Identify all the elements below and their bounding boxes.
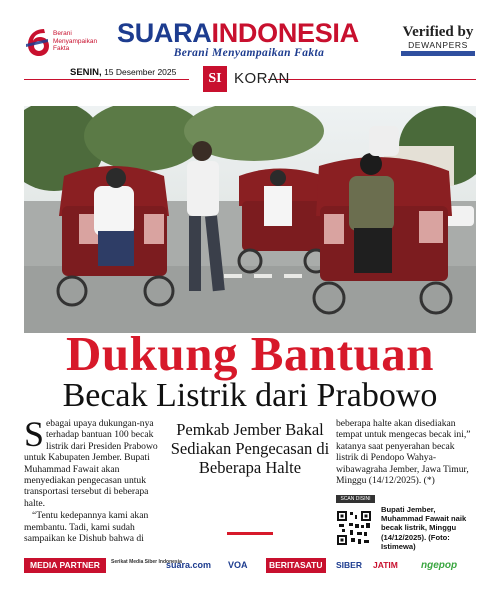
brand-part-2: INDONESIA bbox=[211, 18, 359, 48]
dateline-date: 15 Desember 2025 bbox=[104, 67, 177, 77]
verified-org: DEWANPERS bbox=[408, 40, 468, 50]
news-photo bbox=[24, 106, 476, 333]
partner-suara-logo: suara.com bbox=[166, 560, 212, 570]
headline: Dukung Bantuan bbox=[66, 326, 434, 381]
subheadline: Becak Listrik dari Prabowo bbox=[62, 377, 438, 414]
drop-cap: S bbox=[24, 414, 45, 454]
masthead-rule-right bbox=[268, 79, 476, 80]
partner-ngepop-logo: ngepop bbox=[421, 560, 458, 571]
logo-tagline: Berani Menyampaikan Fakta bbox=[53, 30, 98, 52]
photo-caption: Bupati Jember, Muhammad Fawait naik becak listrik, Minggu (14/12/2025). (Foto: Istimewa) bbox=[381, 505, 467, 551]
article-column-1 bbox=[24, 414, 164, 545]
masthead-rule-left bbox=[24, 79, 189, 80]
paragraph-1-text: ebagai upaya dukungan-nya terhadap bantuan 100 becak listrik dari Presiden Prabowo untuk Kabupaten Jember. Bupati Muhammad Fawait akan menyediakan pengecasan untuk transportasi tersebut di beberapa halte. bbox=[24, 418, 158, 509]
suara-indonesia-6-logo bbox=[24, 26, 52, 58]
deck-text: Pemkab Jember Bakal Sediakan Pengecasan di Beberapa Halte bbox=[170, 420, 330, 477]
verification-strip bbox=[401, 51, 475, 56]
partner-smsi-logo: Serikat Media Siber Indonesia bbox=[111, 559, 182, 565]
article-paragraph-3: beberapa halte akan disediakan tempat untuk mengecas becak ini,” katanya saat penyerahan becak listrik di Pendopo Wahya-wibawagraha Jember, Jawa Timur, Minggu (14/12/2025). (*) bbox=[336, 418, 471, 487]
si-badge: SI bbox=[203, 66, 227, 92]
brand-slogan: Berani Menyampaikan Fakta bbox=[173, 47, 325, 59]
qr-code-icon[interactable] bbox=[336, 510, 372, 546]
deck-divider bbox=[227, 532, 273, 535]
brand-wordmark bbox=[117, 18, 359, 49]
dateline-day: SENIN, bbox=[70, 67, 102, 78]
partner-jatim-logo: JATIM bbox=[373, 560, 398, 570]
partner-voa-logo: VOA bbox=[228, 560, 248, 570]
brand-part-1: SUARA bbox=[117, 18, 212, 48]
media-partner-label: MEDIA PARTNER bbox=[24, 558, 106, 573]
article-column-3 bbox=[336, 418, 477, 486]
article-paragraph-2: “Tentu kedepannya kami akan membantu. Tadi, kami sudah sampaikan ke Dishub bahwa di bbox=[24, 510, 149, 545]
verified-badge bbox=[398, 24, 478, 56]
article-paragraph-1 bbox=[24, 414, 164, 509]
edition-label: KORAN bbox=[234, 70, 290, 87]
verified-title: Verified by bbox=[402, 24, 474, 40]
partner-beritasatu-logo: BERITASATU bbox=[266, 558, 326, 573]
partner-siber-logo: SIBER bbox=[336, 560, 362, 570]
scan-label: SCAN DISINI bbox=[336, 495, 375, 503]
dateline bbox=[70, 67, 176, 78]
